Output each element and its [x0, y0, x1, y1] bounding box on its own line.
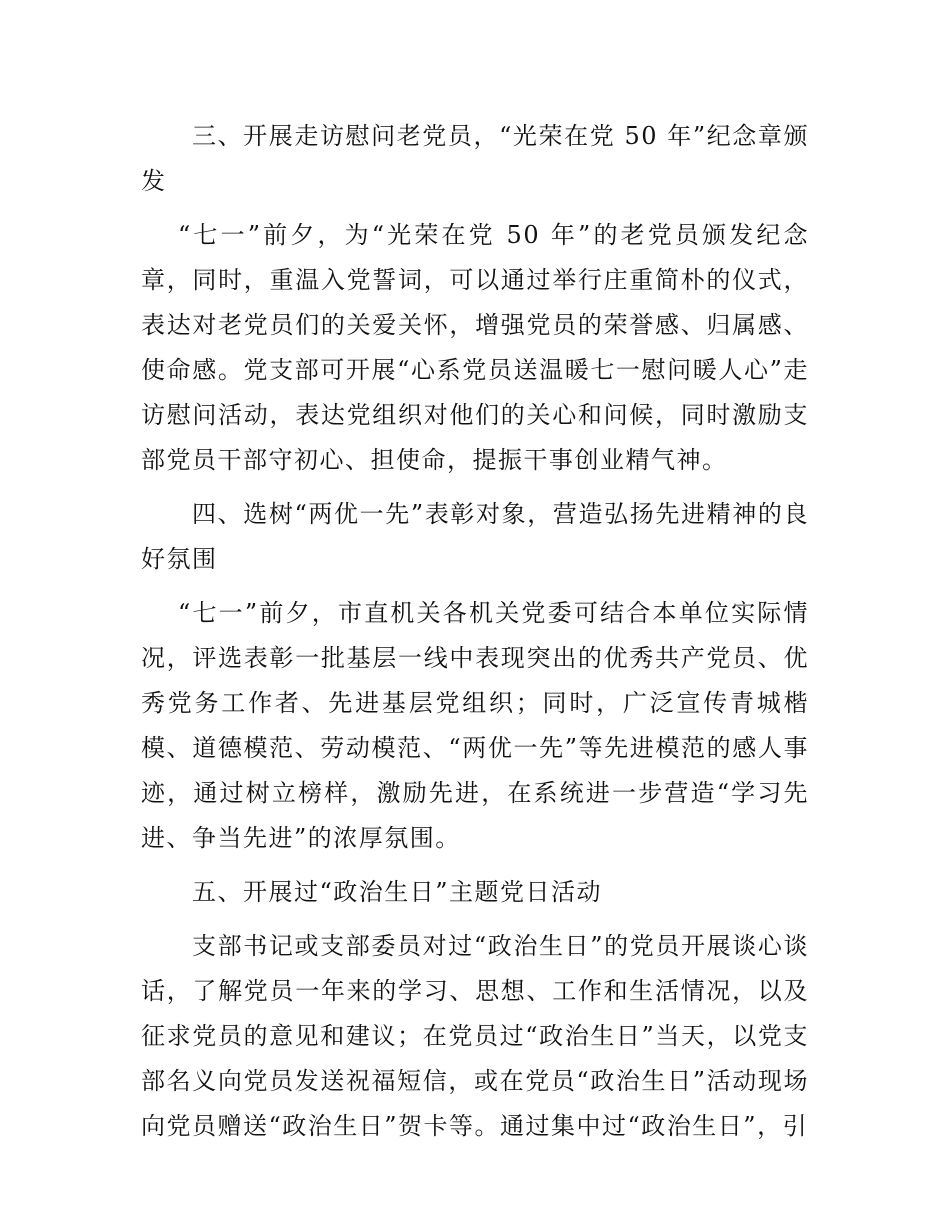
section-heading-3: 三、开展走访慰问老党员，“光荣在党 50 年”纪念章颁发: [141, 122, 809, 195]
section-heading-4: 四、选树“两优一先”表彰对象，营造弘扬先进精神的良好氛围: [141, 500, 809, 573]
section-body-4: “七一”前夕，市直机关各机关党委可结合本单位实际情况，评选表彰一批基层一线中表现突出的优秀共产党员、优秀党务工作者、先进基层党组织；同时，广泛宣传青城楷模、道德模范、劳动模范、“两优一先”等先进模范的感人事迹，通过树立榜样，激励先进，在系统进一步营造“学习先进、争当先进”的浓厚氛围。: [141, 599, 809, 852]
section-heading-5: 五、开展过“政治生日”主题党日活动: [192, 878, 603, 906]
document-body: [141, 114, 809, 1158]
section-body-3: “七一”前夕，为“光荣在党 50 年”的老党员颁发纪念章，同时，重温入党誓词，可以通过举行庄重简朴的仪式，表达对老党员们的关爱关怀，增强党员的荣誉感、归属感、使命感。党支部可开展“心系党员送温暖七一慰问暖人心”走访慰问活动，表达党组织对他们的关心和问候，同时激励支部党员干部守初心、担使命，提振干事创业精气神。: [141, 221, 809, 474]
section-body-5: 支部书记或支部委员对过“政治生日”的党员开展谈心谈话，了解党员一年来的学习、思想、工作和生活情况，以及征求党员的意见和建议；在党员过“政治生日”当天，以党支部名义向党员发送祝福短信，或在党员“政治生日”活动现场向党员赠送“政治生日”贺卡等。通过集中过“政治生日”，引: [141, 932, 809, 1140]
